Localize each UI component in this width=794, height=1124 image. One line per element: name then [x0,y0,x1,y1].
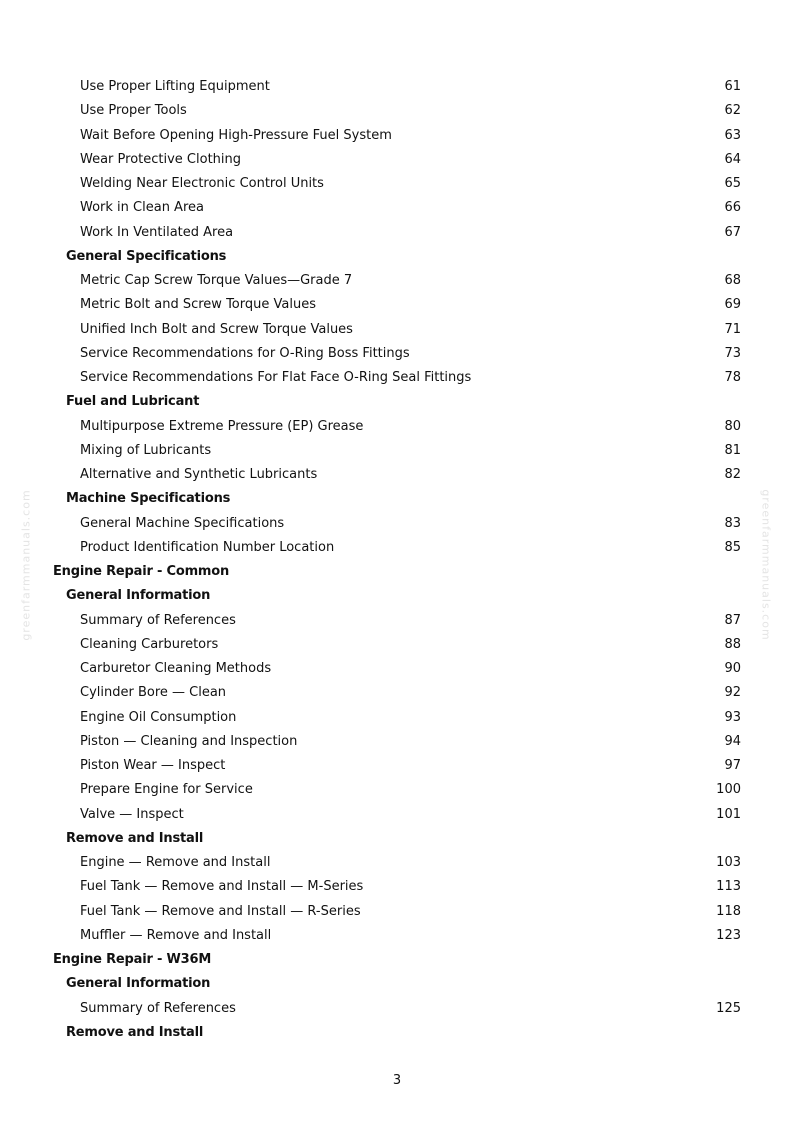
toc-entry-title: Piston Wear — Inspect [80,758,226,773]
toc-entry-title: Work in Clean Area [80,200,204,216]
toc-entry-title: Summary of References [80,1000,236,1016]
toc-entry-title: Valve — Inspect [80,806,184,822]
toc-entry[interactable] [0,536,794,560]
toc-entry-page-number: 64 [724,151,741,167]
toc-entry-page-number: 101 [716,806,741,822]
toc-section-heading[interactable] [0,560,794,584]
toc-entry-title: Prepare Engine for Service [80,782,253,798]
toc-subsection-heading[interactable] [0,1021,794,1045]
toc-entry[interactable] [0,366,794,390]
toc-entry-page-number: 78 [724,370,741,385]
toc-entry-title: Work In Ventilated Area [80,224,234,240]
toc-entry-title: Cleaning Carburetors [80,636,219,652]
toc-entry-page-number: 65 [724,176,741,191]
toc-entry-page-number: 118 [716,903,741,919]
toc-subsection-heading[interactable] [0,584,794,608]
page-number: 3 [392,1073,402,1088]
toc-entry[interactable] [0,439,794,463]
toc-entry[interactable] [0,997,794,1021]
toc-entry[interactable] [0,754,794,778]
toc-entry-title: Machine Specifications [66,491,231,507]
toc-entry-title: General Specifications [66,248,227,264]
toc-entry[interactable] [0,293,794,317]
toc-entry-page-number: 90 [724,661,741,676]
toc-entry-title: Remove and Install [66,830,204,846]
watermark-right: greenfarmmanuals.com [759,489,773,641]
toc-entry[interactable] [0,99,794,123]
toc-entry-page-number: 85 [724,539,741,555]
toc-entry-title: Wear Protective Clothing [80,151,242,167]
toc-subsection-heading[interactable] [0,827,794,851]
toc-entry-page-number: 67 [724,224,741,240]
toc-entry-title: Cylinder Bore — Clean [80,685,227,701]
toc-entry[interactable] [0,415,794,439]
toc-entry-page-number: 73 [724,345,741,361]
toc-entry-page-number: 62 [724,103,741,119]
toc-entry-title: Piston — Cleaning and Inspection [80,733,298,749]
toc-entry[interactable] [0,148,794,172]
toc-entry-title: Alternative and Synthetic Lubricants [80,467,318,482]
toc-entry[interactable] [0,778,794,802]
toc-entry-page-number: 113 [716,879,741,895]
toc-entry[interactable] [0,900,794,924]
toc-entry-title: Fuel Tank — Remove and Install — R-Series [80,903,361,919]
toc-entry-page-number: 97 [724,758,741,773]
toc-entry-title: Remove and Install [66,1024,204,1040]
toc-entry-page-number: 92 [724,685,741,701]
toc-entry-title: Engine Repair - Common [53,564,230,579]
toc-entry-title: Engine — Remove and Install [80,855,271,870]
toc-entry-title: Service Recommendations For Flat Face O-Ring Seal Fittings [80,370,472,385]
toc-entry-title: Summary of References [80,612,236,628]
toc-entry[interactable] [0,851,794,875]
toc-entry[interactable] [0,196,794,220]
toc-section-heading[interactable] [0,948,794,972]
toc-entry-title: Use Proper Lifting Equipment [80,79,270,94]
toc-entry-title: Metric Bolt and Screw Torque Values [80,297,316,313]
toc-entry-title: Unified Inch Bolt and Screw Torque Values [80,321,353,337]
toc-entry[interactable] [0,633,794,657]
toc-entry-page-number: 100 [716,782,741,798]
toc-entry[interactable] [0,221,794,245]
toc-entry[interactable] [0,463,794,487]
toc-entry-title: Product Identification Number Location [80,539,335,555]
toc-entry[interactable] [0,124,794,148]
toc-entry-title: Mixing of Lubricants [80,442,212,458]
toc-entry-title: Metric Cap Screw Torque Values—Grade 7 [80,273,353,288]
toc-entry-title: Multipurpose Extreme Pressure (EP) Grease [80,418,364,434]
toc-entry-title: Fuel Tank — Remove and Install — M-Series [80,879,364,895]
toc-entry-page-number: 88 [724,636,741,652]
toc-entry[interactable] [0,609,794,633]
toc-entry-page-number: 93 [724,709,741,725]
toc-entry[interactable] [0,706,794,730]
toc-entry-page-number: 87 [724,612,741,628]
toc-subsection-heading[interactable] [0,390,794,414]
watermark-left: greenfarmmanuals.com [19,489,33,641]
toc-subsection-heading[interactable] [0,487,794,511]
toc-entry-title: Carburetor Cleaning Methods [80,661,272,676]
toc-entry[interactable] [0,172,794,196]
toc-entry-title: Engine Repair - W36M [53,952,212,967]
toc-entry[interactable] [0,924,794,948]
table-of-contents [0,75,794,1045]
toc-entry[interactable] [0,803,794,827]
toc-entry-title: Muffler — Remove and Install [80,927,272,943]
toc-entry[interactable] [0,657,794,681]
toc-entry-page-number: 83 [724,515,741,531]
toc-entry[interactable] [0,75,794,99]
toc-entry-page-number: 80 [724,418,741,434]
toc-entry-page-number: 125 [716,1000,741,1016]
toc-entry-title: Use Proper Tools [80,103,187,119]
toc-entry-title: Service Recommendations for O-Ring Boss Fittings [80,345,410,361]
toc-entry-page-number: 68 [724,273,741,288]
toc-subsection-heading[interactable] [0,972,794,996]
toc-entry-page-number: 69 [724,297,741,313]
toc-entry-title: General Machine Specifications [80,515,285,531]
toc-entry-page-number: 81 [724,442,741,458]
toc-entry-page-number: 63 [724,127,741,143]
toc-entry[interactable] [0,875,794,899]
toc-entry-title: General Information [66,976,211,992]
toc-entry-page-number: 103 [716,855,741,870]
toc-entry-title: Engine Oil Consumption [80,709,237,725]
toc-entry-page-number: 82 [724,467,741,482]
toc-entry-title: Wait Before Opening High-Pressure Fuel System [80,127,392,143]
toc-entry-page-number: 94 [724,733,741,749]
toc-entry[interactable] [0,318,794,342]
toc-entry[interactable] [0,681,794,705]
toc-entry-title: General Information [66,588,211,604]
toc-entry[interactable] [0,512,794,536]
toc-subsection-heading[interactable] [0,245,794,269]
toc-entry-title: Fuel and Lubricant [66,394,200,410]
toc-entry-page-number: 71 [724,321,741,337]
toc-entry-title: Welding Near Electronic Control Units [80,176,324,191]
toc-entry-page-number: 61 [724,79,741,94]
toc-entry-page-number: 123 [716,927,741,943]
toc-entry[interactable] [0,730,794,754]
toc-entry-page-number: 66 [724,200,741,216]
toc-entry[interactable] [0,269,794,293]
toc-entry[interactable] [0,342,794,366]
